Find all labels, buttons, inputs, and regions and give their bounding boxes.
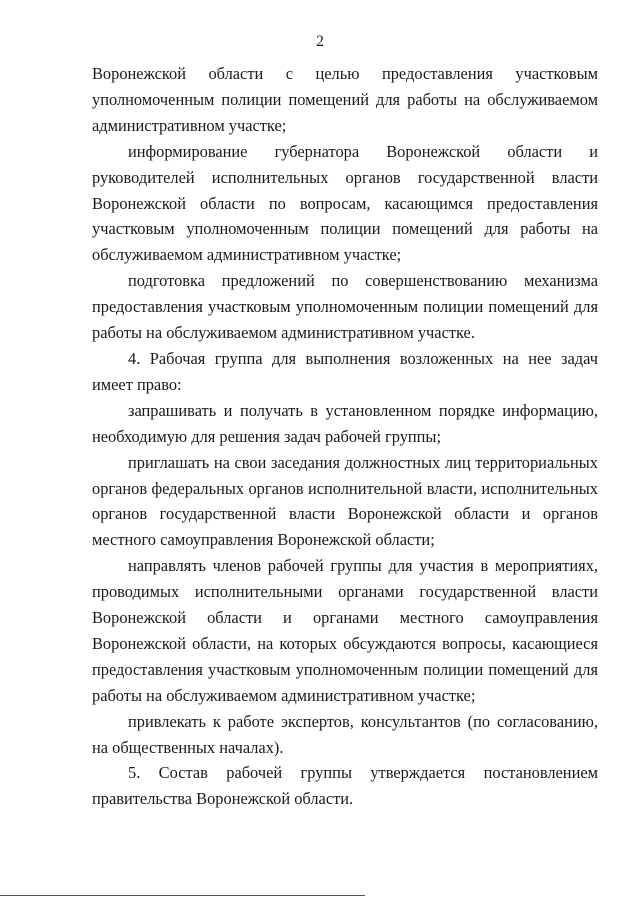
- paragraph-continuation: Воронежской области с целью предоставления участковым уполномоченным полиции помещений для работы на обслуживаемом административном участке;: [92, 64, 598, 135]
- document-body: [92, 61, 598, 812]
- paragraph-clause-4-rights: 4. Рабочая группа для выполнения возложенных на нее задач имеет право:: [92, 348, 598, 394]
- page-number: 2: [316, 33, 324, 50]
- footer-divider: [0, 895, 365, 896]
- paragraph-clause-5-composition: 5. Состав рабочей группы утверждается постановлением правительства Воронежской области.: [92, 763, 598, 809]
- paragraph-invite-officials: приглашать на свои заседания должностных лиц территориальных органов федеральных органов исполнительной власти, исполнительных органов государственной власти Воронежской области и органов местного самоуправления Воронежской области;: [92, 452, 598, 550]
- paragraph-involve-experts: привлекать к работе экспертов, консультантов (по согласованию, на общественных началах).: [92, 711, 598, 757]
- paragraph-send-members: направлять членов рабочей группы для участия в мероприятиях, проводимых исполнительными органами государственной власти Воронежской области и органами местного самоуправления Воронежской области, на которых обсуждаются вопросы, касающиеся предоставления участковым уполномоченным полиции помещений для работы на обслуживаемом административном участке;: [92, 556, 598, 705]
- paragraph-request-information: запрашивать и получать в установленном порядке информацию, необходимую для решения задач рабочей группы;: [92, 400, 598, 446]
- paragraph-inform-governor: информирование губернатора Воронежской области и руководителей исполнительных органов государственной власти Воронежской области по вопросам, касающимся предоставления участковым уполномоченным полиции помещений для работы на обслуживаемом административном участке;: [92, 141, 598, 265]
- paragraph-prepare-proposals: подготовка предложений по совершенствованию механизма предоставления участковым уполномоченным полиции помещений для работы на обслуживаемом административном участке.: [92, 271, 598, 343]
